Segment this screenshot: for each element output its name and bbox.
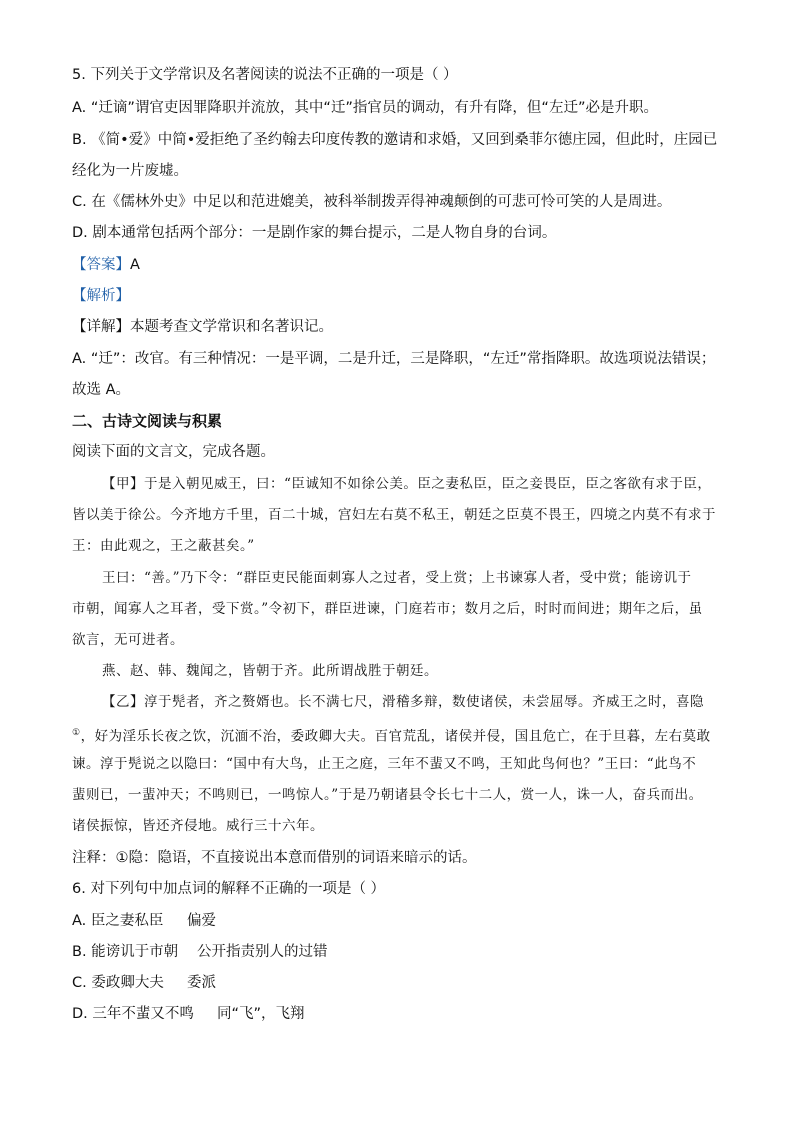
passage-jia-line7: 燕、赵、韩、魏闻之，皆朝于齐。此所谓战胜于朝廷。 xyxy=(102,663,438,679)
answer-row xyxy=(72,255,140,275)
passage-yi-line5: 诸侯振惊，皆还齐侵地。威行三十六年。 xyxy=(72,818,324,834)
q6-option-d-term: D. 三年不蜚又不鸣 xyxy=(72,1006,194,1022)
q5-option-a: A. “迁谪”谓官吏因罪降职并流放，其中“迁”指官员的调动，有升有降，但“左迁”必是升职。 xyxy=(72,100,658,116)
q5-option-c: C. 在《儒林外史》中足以和范进媲美，被科举制拨弄得神魂颠倒的可悲可怜可笑的人是周进。 xyxy=(72,194,672,210)
passage-jia-line2: 皆以美于徐公。今齐地方千里，百二十城，宫妇左右莫不私王，朝廷之臣莫不畏王，四境之内莫不有求于 xyxy=(72,507,716,523)
q5-option-b-line1: B. 《简•爱》中简•爱拒绝了圣约翰去印度传教的邀请和求婚，又回到桑菲尔德庄园，但此时，庄园已 xyxy=(72,132,718,148)
detail-text: 本题考查文学常识和名著识记。 xyxy=(130,319,333,335)
explanation-line1: A. “迁”：改官。有三种情况：一是平调，二是升迁，三是降职，“左迁”常指降职。故选项说法错误； xyxy=(72,351,716,367)
q5-option-b-line2: 经化为一片废墟。 xyxy=(72,163,188,179)
footnote-marker: ① xyxy=(72,728,81,738)
q6-option-d xyxy=(72,1004,305,1024)
q6-option-d-meaning: 同“飞”，飞翔 xyxy=(217,1006,305,1022)
q6-option-b-meaning: 公开指责别人的过错 xyxy=(197,944,328,960)
q6-option-c xyxy=(72,973,216,993)
passage-yi-line1: 【乙】淳于髡者，齐之赘婿也。长不满七尺，滑稽多辩，数使诸侯，未尝屈辱。齐威王之时，喜隐 xyxy=(102,694,704,710)
q6-option-c-term: C. 委政卿大夫 xyxy=(72,975,164,991)
answer-tag: 【答案】 xyxy=(72,257,130,273)
q6-option-a xyxy=(72,911,216,931)
q5-stem: 5. 下列关于文学常识及名著阅读的说法不正确的一项是（ ） xyxy=(72,67,458,83)
passage-yi-line3: 谏。淳于髡说之以隐曰：“国中有大鸟，止王之庭，三年不蜚又不鸣，王知此鸟何也？”王曰：“此鸟不 xyxy=(72,756,697,772)
passage-jia-line1: 【甲】于是入朝见威王，曰：“臣诚知不如徐公美。臣之妻私臣，臣之妾畏臣，臣之客欲有求于臣， xyxy=(102,476,712,492)
passage-jia-line6: 欲言，无可进者。 xyxy=(72,632,184,648)
section-heading: 二、古诗文阅读与积累 xyxy=(72,412,223,430)
passage-jia-line5: 市朝，闻寡人之耳者，受下赏。”令初下，群臣进谏，门庭若市；数月之后，时时而间进；期年之后，虽 xyxy=(72,601,703,617)
passage-jia-line4: 王曰：“善。”乃下令：“群臣吏民能面刺寡人之过者，受上赏；上书谏寡人者，受中赏；能谤讥于 xyxy=(102,570,692,586)
q6-option-a-term: A. 臣之妻私臣 xyxy=(72,913,164,929)
q5-option-d: D. 剧本通常包括两个部分：一是剧作家的舞台提示，二是人物自身的台词。 xyxy=(72,225,557,241)
q6-option-b xyxy=(72,942,328,962)
explanation-line2: 故选 A。 xyxy=(72,382,131,398)
passage-jia-line3: 王：由此观之，王之蔽甚矣。” xyxy=(72,538,255,554)
answer-value: A xyxy=(130,257,140,273)
detail-row xyxy=(72,317,333,337)
q6-option-c-meaning: 委派 xyxy=(187,975,216,991)
analysis-tag: 【解析】 xyxy=(72,288,130,304)
q6-option-b-term: B. 能谤讥于市朝 xyxy=(72,944,179,960)
passage-yi-line2: ①，好为淫乐长夜之饮，沉湎不治，委政卿大夫。百官荒乱，诸侯并侵，国且危亡，在于旦暮，左右莫敢 xyxy=(72,728,711,745)
q6-stem: 6. 对下列句中加点词的解释不正确的一项是（ ） xyxy=(72,881,386,897)
passage-yi-line4: 蜚则已，一蜚冲天；不鸣则已，一鸣惊人。”于是乃朝诸县令长七十二人，赏一人，诛一人，奋兵而出。 xyxy=(72,787,703,803)
q6-option-a-meaning: 偏爱 xyxy=(187,913,216,929)
section-intro: 阅读下面的文言文，完成各题。 xyxy=(72,444,275,460)
detail-tag: 【详解】 xyxy=(72,319,130,335)
footnote: 注释：①隐：隐语，不直接说出本意而借别的词语来暗示的话。 xyxy=(72,850,477,866)
